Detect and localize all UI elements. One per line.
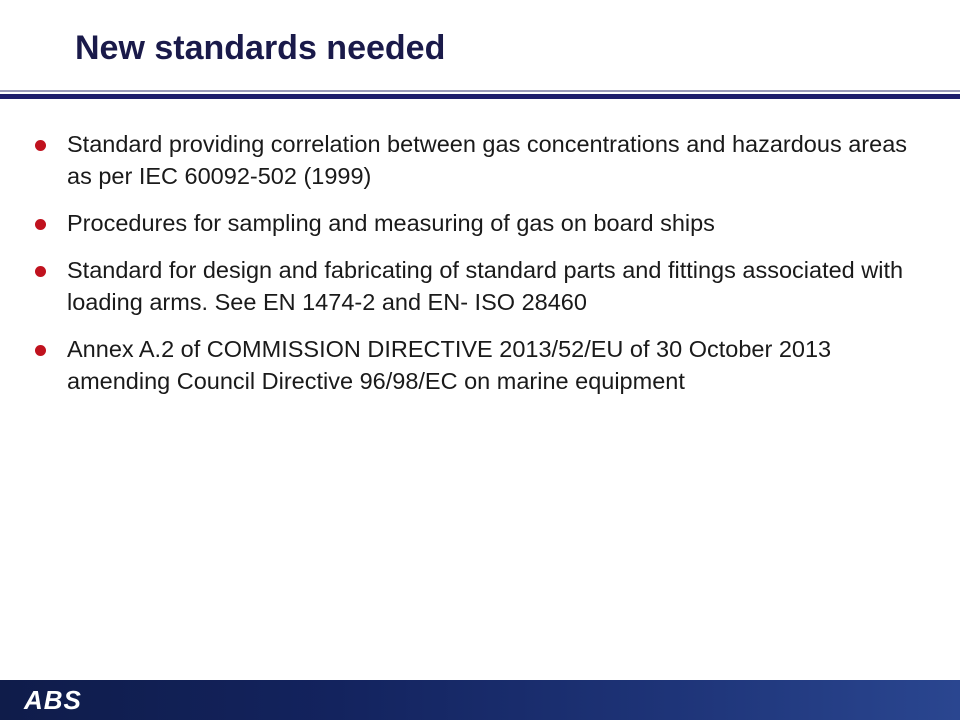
bullet-text: Annex A.2 of COMMISSION DIRECTIVE 2013/52/EU of 30 October 2013 amending Council Directive 96/98/EC on marine equipment	[67, 336, 832, 394]
abs-logo: ABS	[24, 685, 82, 715]
bullet-item	[35, 207, 915, 239]
bullet-list	[35, 128, 915, 412]
bullet-text: Procedures for sampling and measuring of gas on board ships	[67, 210, 715, 236]
bullet-dot-icon	[35, 140, 46, 151]
bullet-text: Standard for design and fabricating of standard parts and fittings associated with loading arms. See EN 1474-2 and EN- ISO 28460	[67, 257, 904, 315]
bullet-item	[35, 333, 915, 397]
bullet-dot-icon	[35, 345, 46, 356]
bullet-dot-icon	[35, 219, 46, 230]
title-divider-thin	[0, 90, 960, 92]
bullet-dot-icon	[35, 266, 46, 277]
bullet-text: Standard providing correlation between gas concentrations and hazardous areas as per IEC 60092-502 (1999)	[67, 131, 908, 189]
bullet-item	[35, 128, 915, 192]
bullet-item	[35, 254, 915, 318]
footer-bar	[0, 680, 960, 720]
title-divider-thick	[0, 94, 960, 99]
slide-title: New standards needed	[75, 29, 446, 67]
